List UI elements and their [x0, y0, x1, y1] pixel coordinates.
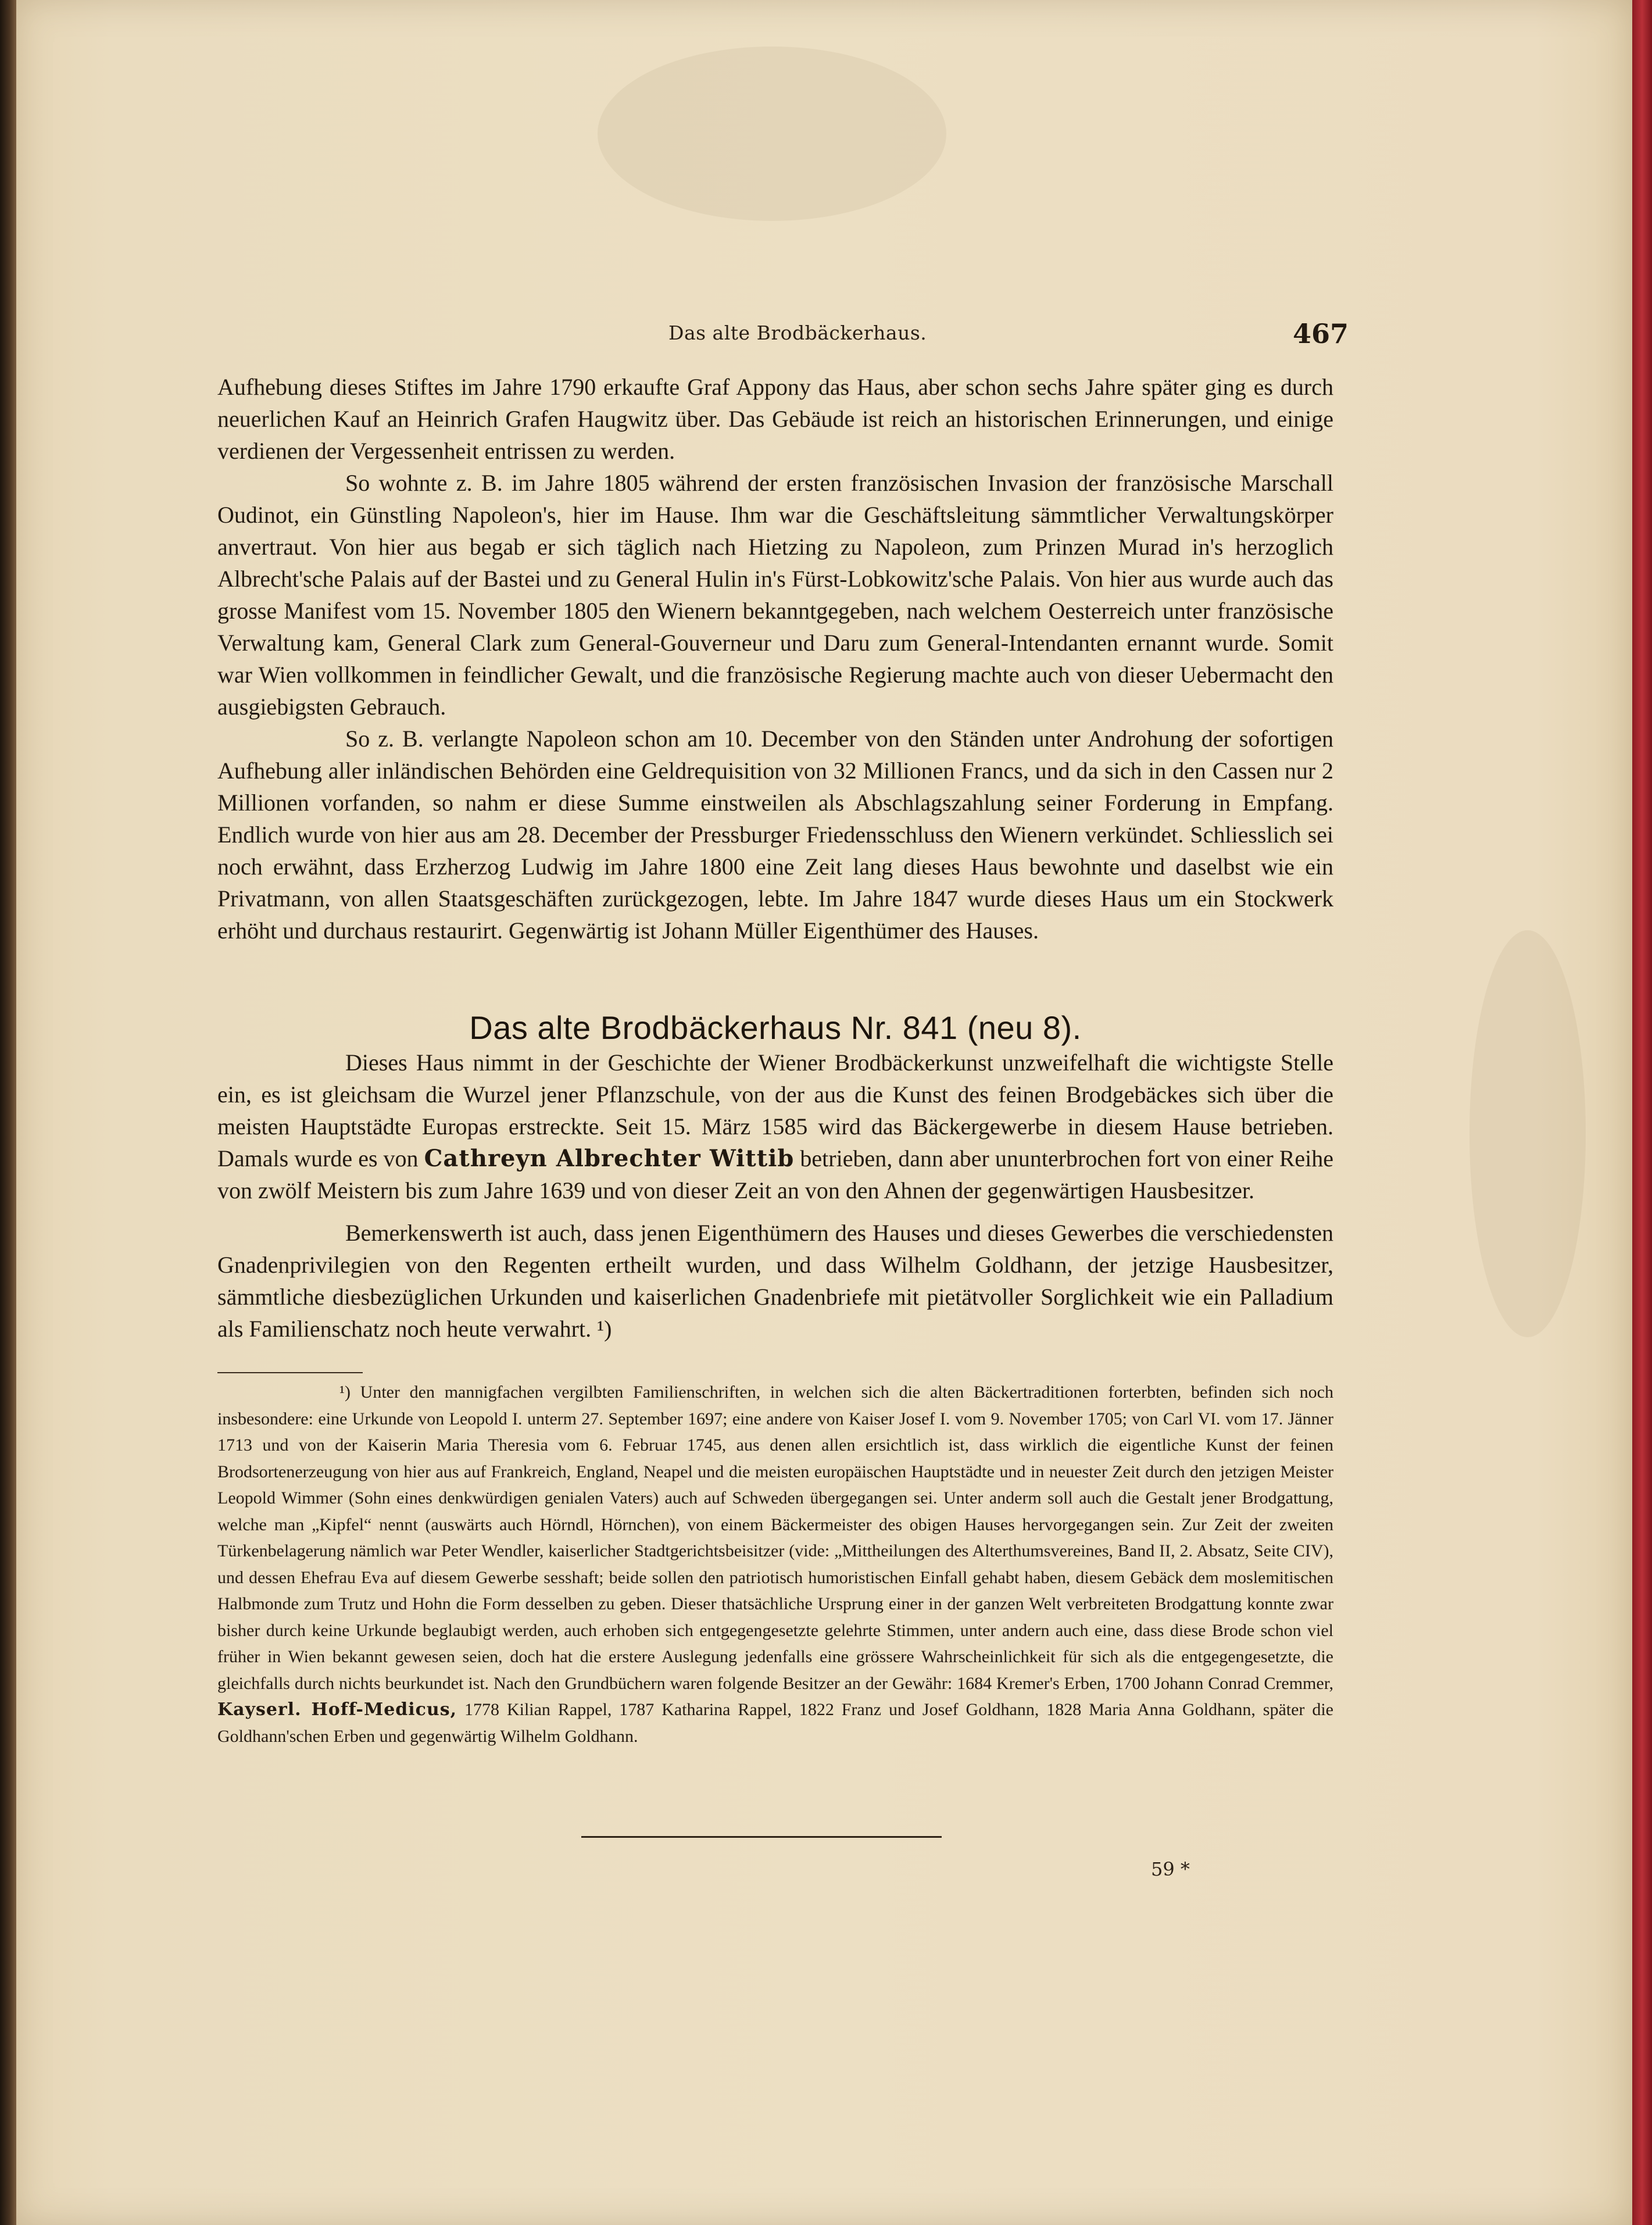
page-number: 467 — [1292, 318, 1349, 349]
closing-rule — [581, 1836, 942, 1838]
section-heading: Das alte Brodbäckerhaus Nr. 841 (neu 8). — [469, 1009, 1082, 1046]
paragraph — [217, 1047, 1333, 1206]
paragraph: So z. B. verlangte Napoleon schon am 10. December von den Ständen unter Androhung der sofortigen Aufhebung aller inländischen Behörden eine Geldrequisition von 32 Millionen Francs, und da sich in den Cassen nur 2 Millionen vorfanden, so nahm er diese Summe einstweilen als Abschlagszahlung seiner Forderung in Empfang. Endlich wurde von hier aus am 28. December der Pressburger Friedensschluss den Wienern verkündet. Schliesslich sei noch erwähnt, dass Erzherzog Ludwig im Jahre 1800 eine Zeit lang dieses Haus bewohnte und daselbst wie ein Privatmann, von allen Staatsgeschäften zurückgezogen, lebte. Im Jahre 1847 wurde dieses Haus um ein Stockwerk erhöht und durchaus restaurirt. Gegenwärtig ist Johann Müller Eigenthümer des Hauses. — [217, 726, 1333, 944]
body-text — [217, 371, 1333, 947]
blackletter-name: Cathreyn Albrechter Wittib — [424, 1145, 795, 1172]
paper-stain — [598, 47, 946, 221]
blackletter-title: Kayserl. Hoff-Medicus, — [217, 1699, 457, 1720]
footnote-text: ¹) Unter den mannigfachen vergilbten Familienschriften, in welchen sich die alten Bäckertraditionen forterbten, befinden sich noch insbesondere: eine Urkunde von Leopold I. unterm 27. September 1697; eine andere von Kaiser Josef I. vom 9. November 1705; von Carl VI. vom 17. Jänner 1713 und von der Kaiserin Maria Theresia vom 6. Februar 1745, aus denen allen ersichtlich ist, dass wirklich die eigentliche Kunst der feinen Brodsortenerzeugung von hier aus auf Frankreich, England, Neapel und die meisten europäischen Hauptstädte und in neuester Zeit durch den jetzigen Meister Leopold Wimmer (Sohn eines denkwürdigen genialen Vaters) auch auf Schweden übergegangen sei. Unter anderm soll auch die Gestalt jener Brodgattung, welche man „Kipfel“ nennt (auswärts auch Hörndl, Hörnchen), von einem Bäckermeister des obigen Hauses hervorgegangen sein. Zur Zeit der zweiten Türkenbelagerung nämlich war Peter Wendler, kaiserlicher Stadtgerichtsbeisitzer (vide: „Mittheilungen des Alterthumsvereines, Band II, 2. Absatz, Seite CIV), und dessen Ehefrau Eva auf diesem Gewerbe sesshaft; beide sollen den patriotisch humoristischen Einfall gehabt haben, diesem Gebäck dem moslemitischen Halbmonde zum Trutz und Hohn die Form desselben zu geben. Dieser thatsächliche Ursprung einer in der ganzen Welt verbreiteten Brodgattung konnte zwar bisher durch keine Urkunde beglaubigt werden, auch erhoben sich entgegengesetzte gelehrte Stimmen, unter andern auch eine, dass diese Brode schon viel früher in Wien bekannt gewesen seien, doch hat die erstere Auslegung jedenfalls eine grössere Wahrscheinlichkeit für sich als die entgegengesetzte, die gleichfalls durch nichts beurkundet ist. Nach den Grundbüchern waren folgende Besitzer an der Gewähr: 1684 Kremer's Erben, 1700 Johann Conrad Cremmer, — [217, 1383, 1333, 1693]
section-text — [217, 1047, 1333, 1345]
signature-mark: 59 * — [1151, 1858, 1190, 1880]
paragraph: Aufhebung dieses Stiftes im Jahre 1790 erkaufte Graf Appony das Haus, aber schon sechs Jahre später ging es durch neuerlichen Kauf an Heinrich Grafen Haugwitz über. Das Gebäude ist reich an historischen Erinnerungen, und einige verdienen der Vergessenheit entrissen zu werden. — [217, 374, 1333, 464]
paragraph: Bemerkenswerth ist auch, dass jenen Eigenthümern des Hauses und dieses Gewerbes die verschiedensten Gnadenprivilegien von den Regenten ertheilt wurden, und dass Wilhelm Goldhann, der jetzige Hausbesitzer, sämmtliche diesbezüglichen Urkunden und kaiserlichen Gnadenbriefe mit pietätvoller Sorglichkeit wie ein Palladium als Familienschatz noch heute verwahrt. ¹) — [217, 1220, 1333, 1342]
paper-stain — [1469, 930, 1586, 1337]
footnote-rule — [217, 1372, 363, 1373]
book-spine — [0, 0, 16, 2225]
footnote — [217, 1379, 1333, 1749]
paragraph-text: betrieben, dann aber ununterbrochen fort von einer Reihe von zwölf Meistern bis zum Jahre 1639 und von dieser Zeit an von den Ahnen der gegenwärtigen Hausbesitzer. — [217, 1145, 1334, 1203]
footnote-text: 1778 Kilian Rappel, 1787 Katharina Rappel, 1822 Franz und Josef Goldhann, 1828 Maria Anna Goldhann, später die Goldhann'schen Erben und gegenwärtig Wilhelm Goldhann. — [217, 1700, 1333, 1746]
paragraph-text: Dieses Haus nimmt in der Geschichte der Wiener Brodbäckerkunst unzweifelhaft die wichtigste Stelle ein, es ist gleichsam die Wurzel jener Pflanzschule, von der aus die Kunst des feinen Brodgebäckes sich über die meisten Hauptstädte Europas erstreckte. Seit 15. März 1585 wird das Bäckergewerbe in diesem Hause betrieben. Damals wurde es von — [217, 1049, 1333, 1172]
running-head-title: Das alte Brodbäckerhaus. — [668, 322, 927, 344]
red-page-edge — [1632, 0, 1652, 2225]
paragraph: So wohnte z. B. im Jahre 1805 während der ersten französischen Invasion der französische Marschall Oudinot, ein Günstling Napoleon's, hier im Hause. Ihm war die Geschäftsleitung sämmtlicher Verwaltungskörper anvertraut. Von hier aus begab er sich täglich nach Hietzing zu Napoleon, zum Prinzen Murad in's herzoglich Albrecht'sche Palais auf der Bastei und zu General Hulin in's Fürst-Lobkowitz'sche Palais. Von hier aus wurde auch das grosse Manifest vom 15. November 1805 den Wienern bekanntgegeben, nach welchem Oesterreich unter französische Verwaltung kam, General Clark zum General-Gouverneur und Daru zum General-Intendanten ernannt wurde. Somit war Wien vollkommen in feindlicher Gewalt, und die französische Regierung machte auch von dieser Uebermacht den ausgiebigsten Gebrauch. — [217, 470, 1333, 720]
